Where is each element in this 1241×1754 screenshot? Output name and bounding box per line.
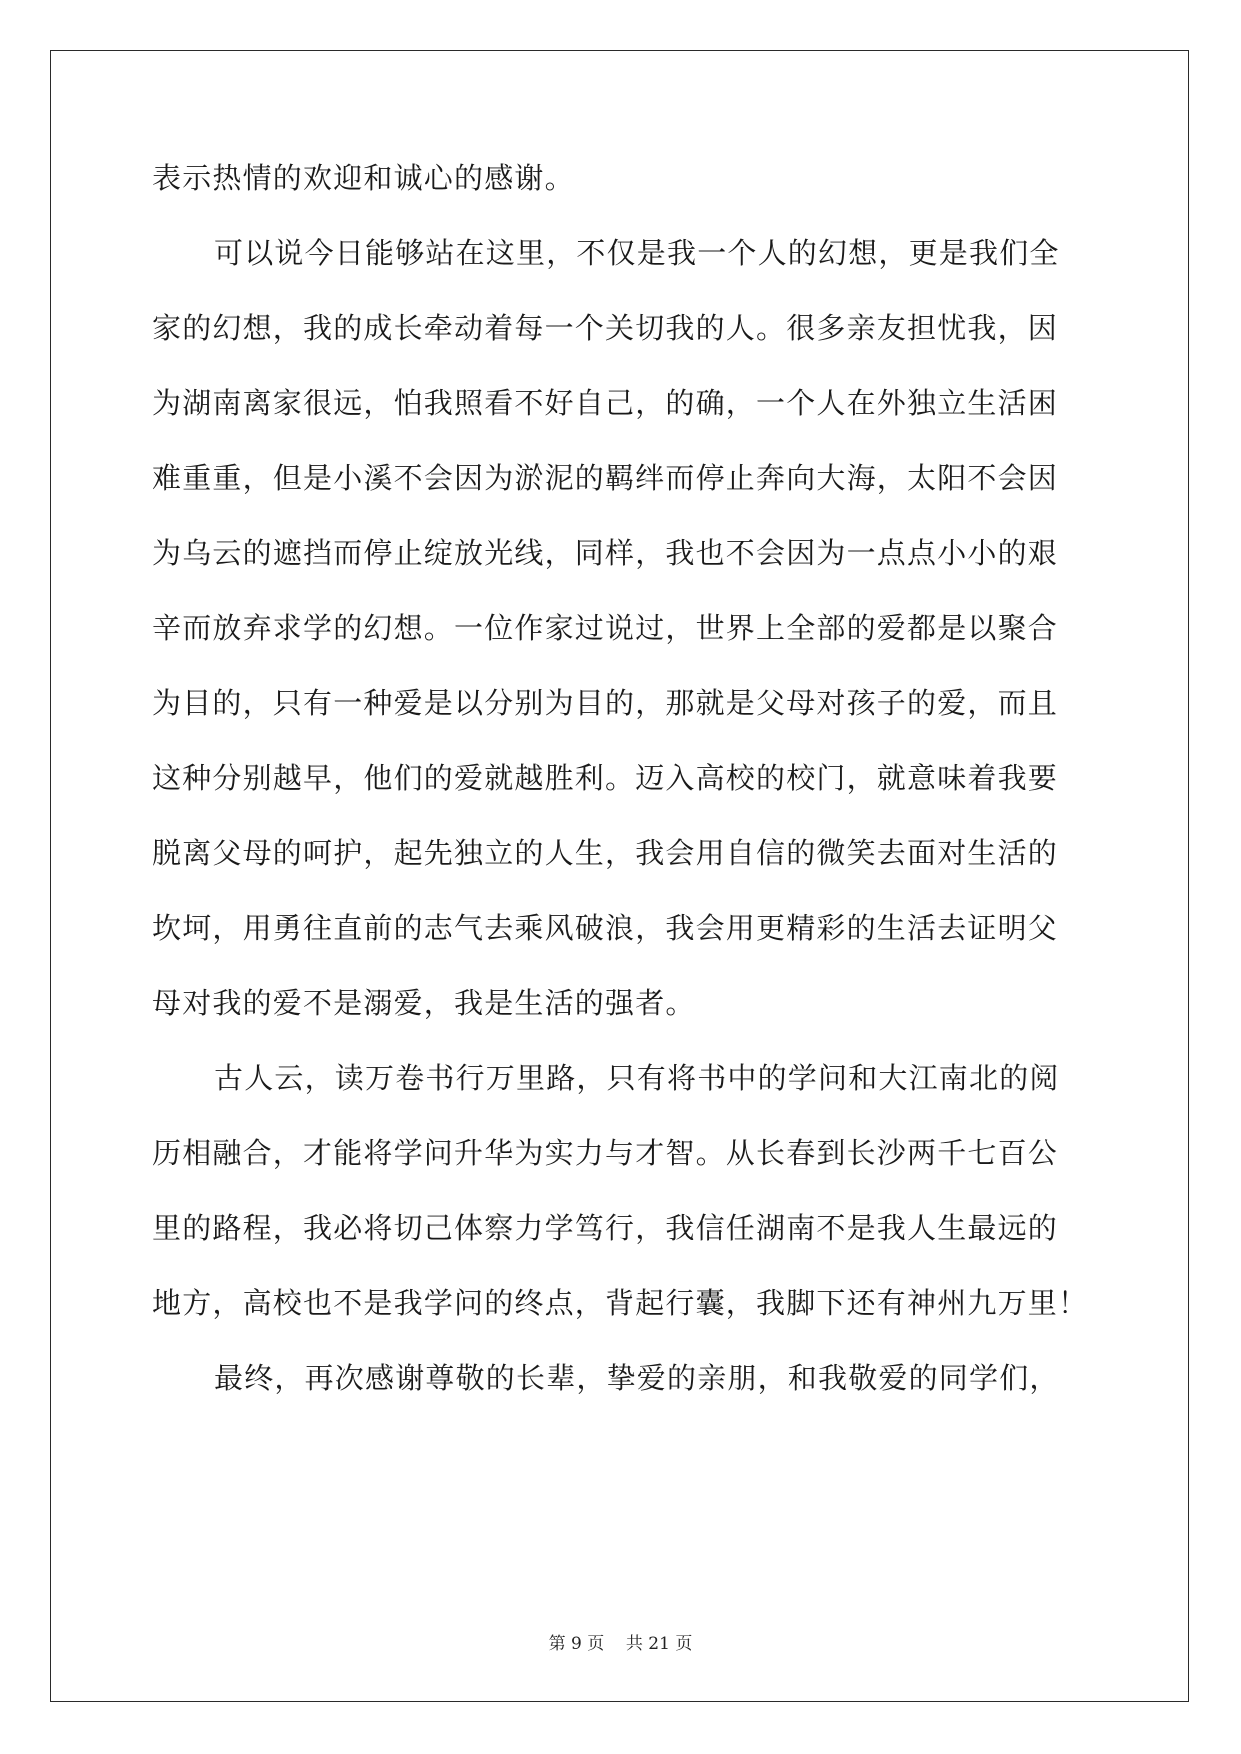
text-line: 为乌云的遮挡而停止绽放光线，同样，我也不会因为一点点小小的艰 xyxy=(152,536,1059,570)
text-line: 辛而放弃求学的幻想。一位作家过说过，世界上全部的爱都是以聚合 xyxy=(152,611,1059,645)
text-line: 脱离父母的呵护，起先独立的人生，我会用自信的微笑去面对生活的 xyxy=(152,836,1059,870)
text-line: 这种分别越早，他们的爱就越胜利。迈入高校的校门，就意味着我要 xyxy=(152,761,1059,795)
page-border xyxy=(50,50,1189,1702)
text-line: 历相融合，才能将学问升华为实力与才智。从长春到长沙两千七百公 xyxy=(152,1136,1059,1170)
text-line: 为目的，只有一种爱是以分别为目的，那就是父母对孩子的爱，而且 xyxy=(152,686,1059,720)
text-line: 母对我的爱不是溺爱，我是生活的强者。 xyxy=(152,986,696,1020)
page-number-footer xyxy=(0,1632,1241,1656)
text-line: 为湖南离家很远，怕我照看不好自己，的确，一个人在外独立生活困 xyxy=(152,386,1059,420)
text-line: 古人云，读万卷书行万里路，只有将书中的学问和大江南北的阅 xyxy=(214,1061,1060,1095)
text-line: 可以说今日能够站在这里，不仅是我一个人的幻想，更是我们全 xyxy=(214,236,1060,270)
text-line: 里的路程，我必将切己体察力学笃行，我信任湖南不是我人生最远的 xyxy=(152,1211,1059,1245)
text-line: 家的幻想，我的成长牵动着每一个关切我的人。很多亲友担忧我，因 xyxy=(152,311,1059,345)
text-line: 坎坷，用勇往直前的志气去乘风破浪，我会用更精彩的生活去证明父 xyxy=(152,911,1059,945)
text-line: 地方，高校也不是我学问的终点，背起行囊，我脚下还有神州九万里！ xyxy=(152,1286,1089,1320)
text-line: 表示热情的欢迎和诚心的感谢。 xyxy=(152,161,575,195)
text-line: 最终，再次感谢尊敬的长辈，挚爱的亲朋，和我敬爱的同学们， xyxy=(214,1361,1060,1395)
text-line: 难重重，但是小溪不会因为淤泥的羁绊而停止奔向大海，太阳不会因 xyxy=(152,461,1059,495)
page-number-label: 第 9 页 共 21 页 xyxy=(548,1634,693,1654)
